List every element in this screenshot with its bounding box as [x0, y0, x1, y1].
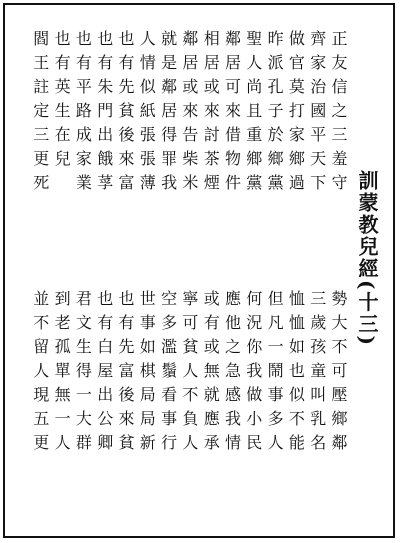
verse-column-lower: 也有白屋出公卿	[94, 290, 114, 458]
verse-column-upper: 做官莫打家鄉過	[286, 30, 306, 198]
verse-column-upper: 齊家治國平天下	[307, 30, 327, 198]
verse-column-upper: 鄰居或來告柴米	[179, 30, 199, 198]
document-title: 訓蒙教兒經(十三)	[355, 170, 379, 347]
verse-column-upper: 也有平路成家業	[73, 30, 93, 198]
verse-column-lower: 但凡一鬧事多人	[265, 290, 285, 458]
verse-column-upper: 相居或來討茶煙	[201, 30, 221, 198]
verse-column-upper: 也有先貧後來富	[116, 30, 135, 198]
verse-column-lower: 三歲孩童叫乳名	[307, 290, 327, 458]
verse-column-upper: 人情似紙張張薄	[137, 30, 157, 198]
verse-column-lower: 勢大不可壓鄉鄰	[329, 290, 348, 458]
verse-column-upper: 也有英生在兒	[52, 30, 72, 174]
verse-column-lower: 寧可貧人不負人	[179, 290, 199, 458]
verse-column-lower: 應他之急感我情	[222, 290, 242, 458]
verse-column-upper: 正友信之三羞守	[329, 30, 348, 198]
verse-column-upper: 聖人尚且重鄉黨	[243, 30, 263, 198]
verse-column-lower: 空多濫鬚看事行	[158, 290, 178, 458]
verse-column-upper: 就是鄰居得罪我	[158, 30, 178, 198]
verse-column-lower: 也有先富後來貧	[116, 290, 135, 458]
verse-column-lower: 到老孤單無一人	[52, 290, 72, 458]
verse-column-upper: 昨派孔子於鄉黨	[265, 30, 285, 198]
verse-column-lower: 君文生得一大群	[73, 290, 93, 458]
verse-column-lower: 或有或無就應承	[201, 290, 221, 458]
verse-column-lower: 並不留人現五更	[30, 290, 50, 458]
verse-column-upper: 也有朱門出餓莩	[94, 30, 114, 198]
verse-column-upper: 鄰居可來借物件	[222, 30, 242, 198]
verse-column-upper: 閻王註定三更死	[30, 30, 50, 198]
verse-column-lower: 何況你我做小民	[243, 290, 263, 458]
verse-column-lower: 恤恤如也似不能	[286, 290, 306, 458]
verse-column-lower: 世事如棋局局新	[137, 290, 157, 458]
